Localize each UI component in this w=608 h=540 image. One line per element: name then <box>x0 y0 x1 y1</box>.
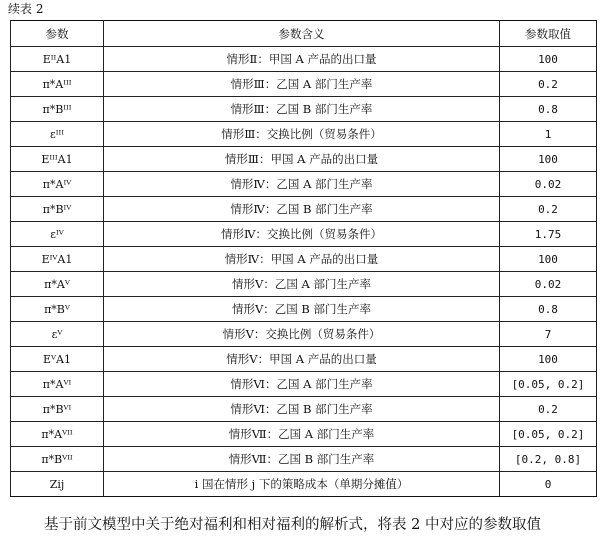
parameter-meaning: 情形Ⅲ：乙国 B 部门生产率 <box>104 97 500 122</box>
parameter-value: 0.02 <box>500 272 597 297</box>
header-value: 参数取值 <box>500 21 597 47</box>
parameter-meaning: 情形Ⅵ：乙国 A 部门生产率 <box>104 372 500 397</box>
table-row <box>11 97 597 122</box>
parameter-meaning: 情形Ⅳ：交换比例（贸易条件） <box>104 222 500 247</box>
table-row <box>11 122 597 147</box>
table-row <box>11 172 597 197</box>
parameter-value: 100 <box>500 347 597 372</box>
table-row <box>11 397 597 422</box>
parameter-symbol: π*Aⱽ <box>11 272 104 297</box>
parameter-symbol: EᴵᴵᴵA1 <box>11 147 104 172</box>
parameter-value: 100 <box>500 247 597 272</box>
table-row <box>11 72 597 97</box>
parameter-symbol: π*Bᴵⱽ <box>11 197 104 222</box>
parameter-symbol: π*Aᴵⱽ <box>11 172 104 197</box>
parameter-meaning: 情形Ⅳ：乙国 B 部门生产率 <box>104 197 500 222</box>
parameter-symbol: EᴵⱽA1 <box>11 247 104 272</box>
parameter-symbol: π*Bⱽᴵ <box>11 397 104 422</box>
table-row <box>11 272 597 297</box>
parameter-symbol: EᴵᴵA1 <box>11 47 104 72</box>
parameter-symbol: Zij <box>11 472 104 497</box>
parameter-value: 0.8 <box>500 297 597 322</box>
parameter-meaning: 情形Ⅴ：甲国 A 产品的出口量 <box>104 347 500 372</box>
table-caption: 续表 2 <box>8 2 44 16</box>
parameter-meaning: 情形Ⅶ：乙国 B 部门生产率 <box>104 447 500 472</box>
parameter-value: 100 <box>500 147 597 172</box>
parameter-symbol: εⱽ <box>11 322 104 347</box>
table-row <box>11 222 597 247</box>
parameter-meaning: 情形Ⅳ：乙国 A 部门生产率 <box>104 172 500 197</box>
parameter-meaning: 情形Ⅳ：甲国 A 产品的出口量 <box>104 247 500 272</box>
parameter-meaning: 情形Ⅵ：乙国 B 部门生产率 <box>104 397 500 422</box>
table-row <box>11 147 597 172</box>
header-meaning: 参数含义 <box>104 21 500 47</box>
table-row <box>11 197 597 222</box>
parameter-value: 1 <box>500 122 597 147</box>
parameter-value: 0.2 <box>500 397 597 422</box>
parameter-value: 0 <box>500 472 597 497</box>
parameter-value: 100 <box>500 47 597 72</box>
parameter-value: 0.2 <box>500 197 597 222</box>
parameter-symbol: π*Bᴵᴵᴵ <box>11 97 104 122</box>
table-header-row <box>11 21 597 47</box>
parameter-meaning: 情形Ⅴ：交换比例（贸易条件） <box>104 322 500 347</box>
parameter-symbol: EⱽA1 <box>11 347 104 372</box>
parameter-value: 0.2 <box>500 72 597 97</box>
table-row <box>11 247 597 272</box>
parameter-value: 1.75 <box>500 222 597 247</box>
parameter-symbol: εᴵᴵᴵ <box>11 122 104 147</box>
parameter-symbol: π*Bⱽᴵᴵ <box>11 447 104 472</box>
table-row <box>11 372 597 397</box>
table-row <box>11 422 597 447</box>
table-row <box>11 472 597 497</box>
parameter-meaning: 情形Ⅴ：乙国 B 部门生产率 <box>104 297 500 322</box>
parameter-value: [0.2, 0.8] <box>500 447 597 472</box>
table-row <box>11 297 597 322</box>
parameter-meaning: i 国在情形 j 下的策略成本（单期分摊值） <box>104 472 500 497</box>
header-parameter: 参数 <box>11 21 104 47</box>
parameter-value: 0.8 <box>500 97 597 122</box>
table-row <box>11 347 597 372</box>
parameter-meaning: 情形Ⅱ：甲国 A 产品的出口量 <box>104 47 500 72</box>
parameter-meaning: 情形Ⅶ：乙国 A 部门生产率 <box>104 422 500 447</box>
body-paragraph: 基于前文模型中关于绝对福利和相对福利的解析式，将表 2 中对应的参数取值 <box>44 517 541 533</box>
parameter-value: [0.05, 0.2] <box>500 422 597 447</box>
parameter-value: 0.02 <box>500 172 597 197</box>
table-row <box>11 322 597 347</box>
table-row <box>11 47 597 72</box>
parameter-symbol: π*Aⱽᴵ <box>11 372 104 397</box>
parameter-meaning: 情形Ⅲ：甲国 A 产品的出口量 <box>104 147 500 172</box>
parameter-meaning: 情形Ⅲ：交换比例（贸易条件） <box>104 122 500 147</box>
parameter-value: 7 <box>500 322 597 347</box>
parameter-symbol: π*Aᴵᴵᴵ <box>11 72 104 97</box>
parameter-table <box>10 20 597 497</box>
parameter-symbol: εᴵⱽ <box>11 222 104 247</box>
table-row <box>11 447 597 472</box>
parameter-value: [0.05, 0.2] <box>500 372 597 397</box>
parameter-meaning: 情形Ⅴ：乙国 A 部门生产率 <box>104 272 500 297</box>
parameter-symbol: π*Bⱽ <box>11 297 104 322</box>
parameter-meaning: 情形Ⅲ：乙国 A 部门生产率 <box>104 72 500 97</box>
parameter-symbol: π*Aⱽᴵᴵ <box>11 422 104 447</box>
